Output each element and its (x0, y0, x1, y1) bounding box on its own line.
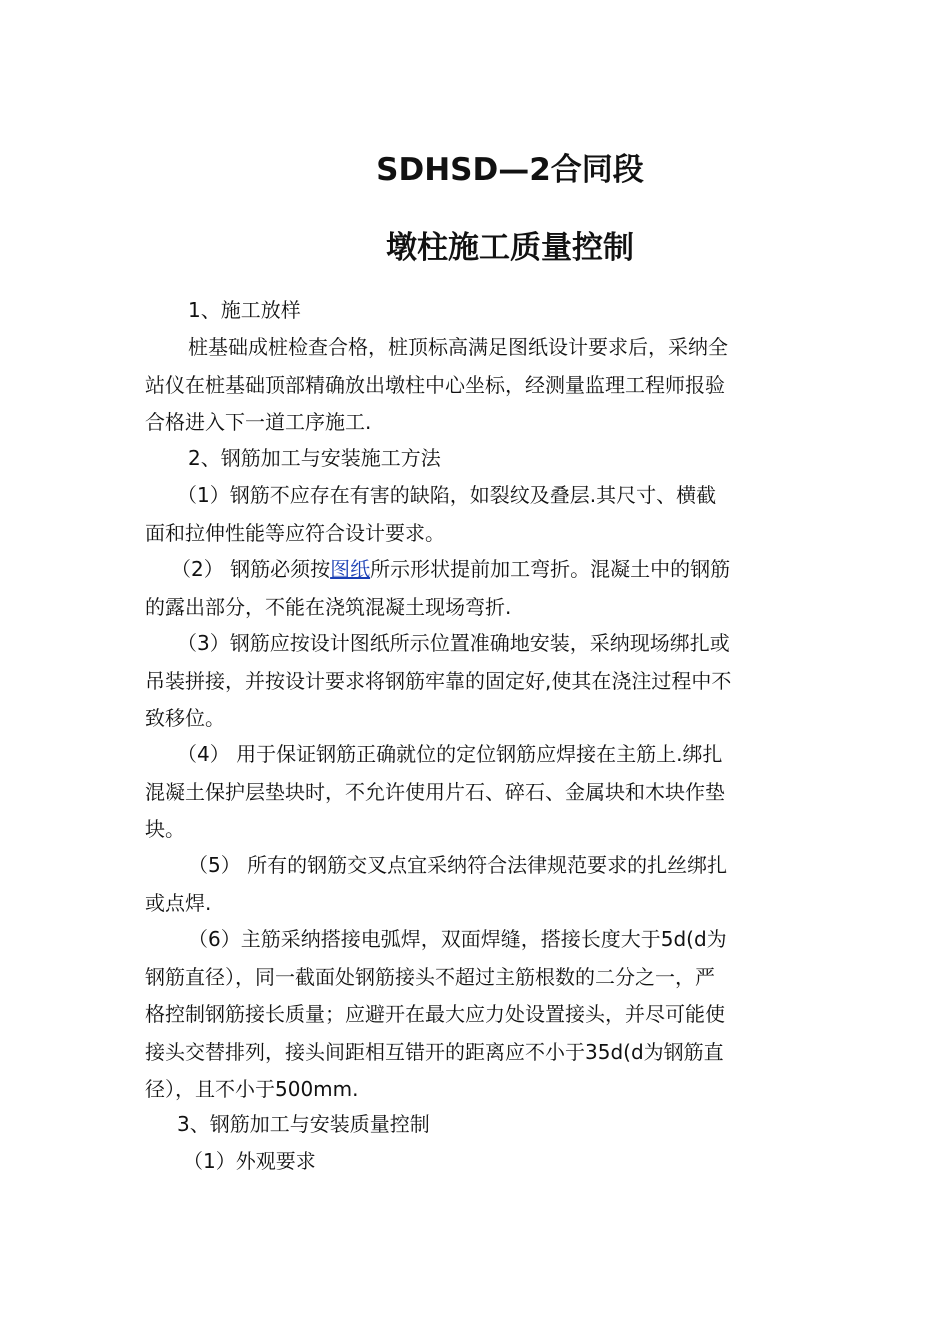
item6-line4: 接头交替排列，接头间距相互错开的距离应不小于35d(d为钢筋直 (145, 1039, 724, 1064)
section3-sub1 (145, 1143, 848, 1181)
item4-line2: 混凝土保护层垫块时，不允许使用片石、碎石、金属块和木块作垫 (145, 779, 725, 804)
section1-line1: 桩基础成桩检查合格，桩顶标高满足图纸设计要求后，采纳全 (188, 335, 728, 359)
item4-line3: 块。 (145, 817, 185, 841)
item2-line1-pre: （2） 钢筋必须按 (171, 557, 331, 581)
document-title-main: 墩柱施工质量控制 (386, 230, 634, 266)
item3-line3: 致移位。 (145, 706, 225, 730)
item2-line1 (145, 551, 810, 589)
section2-item5 (145, 847, 810, 922)
section3-sub1-text: （1）外观要求 (183, 1149, 316, 1173)
section1-heading-text: 1、施工放样 (188, 298, 301, 322)
section1-paragraph (145, 329, 810, 442)
section2-item3 (145, 625, 810, 738)
section2-heading (145, 440, 853, 478)
item4-line1: （4） 用于保证钢筋正确就位的定位钢筋应焊接在主筋上.绑扎 (177, 742, 723, 766)
item6-line5: 径），且不小于500mm. (145, 1077, 359, 1101)
item6-line3: 格控制钢筋接长质量；应避开在最大应力处设置接头，并尽可能使 (145, 1002, 725, 1026)
item5-line2: 或点焊. (145, 890, 212, 915)
item2-line1-post: 所示形状提前加工弯折。混凝土中的钢筋 (370, 557, 731, 581)
item3-line2: 吊装拼接，并按设计要求将钢筋牢靠的固定好,使其在浇注过程中不 (145, 668, 732, 693)
section1-heading (145, 292, 853, 330)
item3-line1: （3）钢筋应按设计图纸所示位置准确地安装，采纳现场绑扎或 (177, 631, 730, 655)
item5-line1: （5） 所有的钢筋交叉点宜采纳符合法律规范要求的扎丝绑扎 (188, 853, 728, 877)
drawing-link[interactable]: 图纸 (330, 557, 371, 581)
section1-line2: 站仪在桩基础顶部精确放出墩柱中心坐标，经测量监理工程师报验 (145, 372, 725, 397)
section2-item2 (145, 551, 810, 626)
item6-line1: （6）主筋采纳搭接电弧焊，双面焊缝，搭接长度大于5d(d为 (188, 927, 727, 951)
document-title-contract: SDHSD—2合同段 (376, 152, 644, 188)
item6-line2: 钢筋直径），同一截面处钢筋接头不超过主筋根数的二分之一，严 (145, 964, 715, 989)
section1-line3: 合格进入下一道工序施工. (145, 410, 372, 434)
section2-item6 (145, 921, 810, 1109)
section3-heading (145, 1106, 842, 1144)
section3-heading-text: 3、钢筋加工与安装质量控制 (177, 1112, 430, 1136)
item1-line1: （1）钢筋不应存在有害的缺陷，如裂纹及叠层.其尺寸、横截 (177, 483, 717, 507)
section2-item4 (145, 736, 810, 849)
item2-line2: 的露出部分，不能在浇筑混凝土现场弯折. (145, 594, 512, 619)
item1-line2: 面和拉伸性能等应符合设计要求。 (145, 520, 445, 545)
section2-heading-text: 2、钢筋加工与安装施工方法 (188, 446, 441, 470)
section2-item1 (145, 477, 810, 552)
